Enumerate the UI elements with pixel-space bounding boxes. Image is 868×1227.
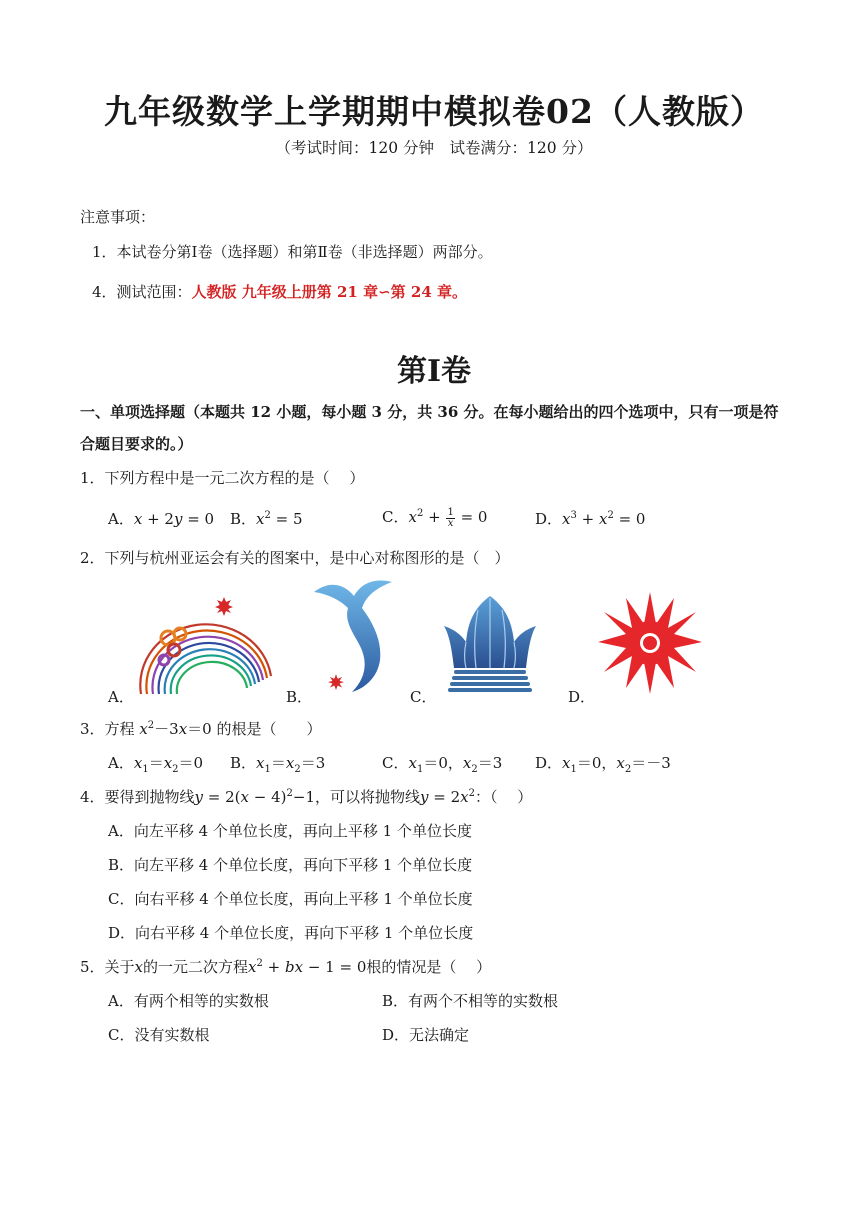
tide-rainbow-logo-icon: [136, 594, 276, 704]
question-4-stem: 4．要得到抛物线$y = 2(x - 4)^2-1$，可以将抛物线$y = 2x^2$：（ ）: [80, 788, 533, 806]
section-heading: 一、单项选择题（本题共 12 小题，每小题 3 分，共 36 分。在每小题给出的四个选项中，只有一项是符合题目要求的。）: [80, 403, 779, 453]
volume-title: 第Ⅰ卷: [396, 354, 472, 389]
page-title: 九年级数学上学期期中模拟卷02（人教版）: [104, 92, 764, 131]
question-4-option-d[interactable]: D．向右平移 4 个单位长度，再向下平移 1 个单位长度: [108, 924, 474, 942]
notes-heading: 注意事项：: [80, 208, 156, 226]
question-3-option-b[interactable]: B．$x_1=x_2=3$: [230, 754, 326, 775]
question-2-option-b[interactable]: B．: [286, 688, 313, 706]
question-5-option-a[interactable]: A．有两个相等的实数根: [108, 992, 269, 1010]
question-2-stem: 2．下列与杭州亚运会有关的图案中，是中心对称图形的是（ ）: [80, 549, 510, 567]
fraction: $\frac{1}{x}$: [447, 506, 454, 529]
question-2-option-a[interactable]: A．: [108, 688, 134, 706]
question-4-option-b[interactable]: B．向左平移 4 个单位长度，再向下平移 1 个单位长度: [108, 856, 473, 874]
blue-whale-tail-icon: [310, 578, 402, 696]
question-5-option-b[interactable]: B．有两个不相等的实数根: [382, 992, 559, 1010]
note-item-1: 1．本试卷分第Ⅰ卷（选择题）和第Ⅱ卷（非选择题）两部分。: [92, 243, 493, 261]
question-2-option-d[interactable]: D．: [568, 688, 596, 706]
question-5-option-c[interactable]: C．没有实数根: [108, 1026, 210, 1044]
question-2-option-c[interactable]: C．: [410, 688, 437, 706]
question-3-option-a[interactable]: A．$x_1=x_2=0$: [108, 754, 204, 775]
question-1-option-b[interactable]: B．$x^2 = 5$: [230, 510, 303, 528]
question-1-stem: 1．下列方程中是一元二次方程的是（ ）: [80, 469, 365, 487]
red-sun-icon: [598, 590, 702, 696]
question-5-option-d[interactable]: D．无法确定: [382, 1026, 470, 1044]
question-1-option-c[interactable]: C．$x^2$ + $\frac{1}{x}$ = 0: [382, 506, 488, 529]
question-4-option-a[interactable]: A．向左平移 4 个单位长度，再向上平移 1 个单位长度: [108, 822, 472, 840]
question-3-option-c[interactable]: C．$x_1=0$，$x_2=3$: [382, 754, 503, 775]
lotus-stadium-icon: [440, 596, 540, 696]
question-1-option-a[interactable]: A．x + 2y = 0: [108, 510, 215, 528]
question-4-option-c[interactable]: C．向右平移 4 个单位长度，再向上平移 1 个单位长度: [108, 890, 473, 908]
exam-info: （考试时间：120 分钟 试卷满分：120 分）: [275, 139, 593, 157]
question-5-stem: 5．关于x的一元二次方程$x^2$ + bx − 1 = 0根的情况是（ ）: [80, 958, 492, 976]
question-3-stem: 3．方程 $x^2-3x=0$ 的根是（ ）: [80, 720, 322, 738]
exam-scope: 人教版 九年级上册第 21 章∽第 24 章。: [191, 283, 467, 301]
note-item-4: 4．测试范围：人教版 九年级上册第 21 章∽第 24 章。: [92, 283, 467, 301]
question-1-option-d[interactable]: D．$x^3 + x^2 = 0$: [535, 510, 646, 528]
question-3-option-d[interactable]: D．$x_1=0$，$x_2=-3$: [535, 754, 671, 775]
